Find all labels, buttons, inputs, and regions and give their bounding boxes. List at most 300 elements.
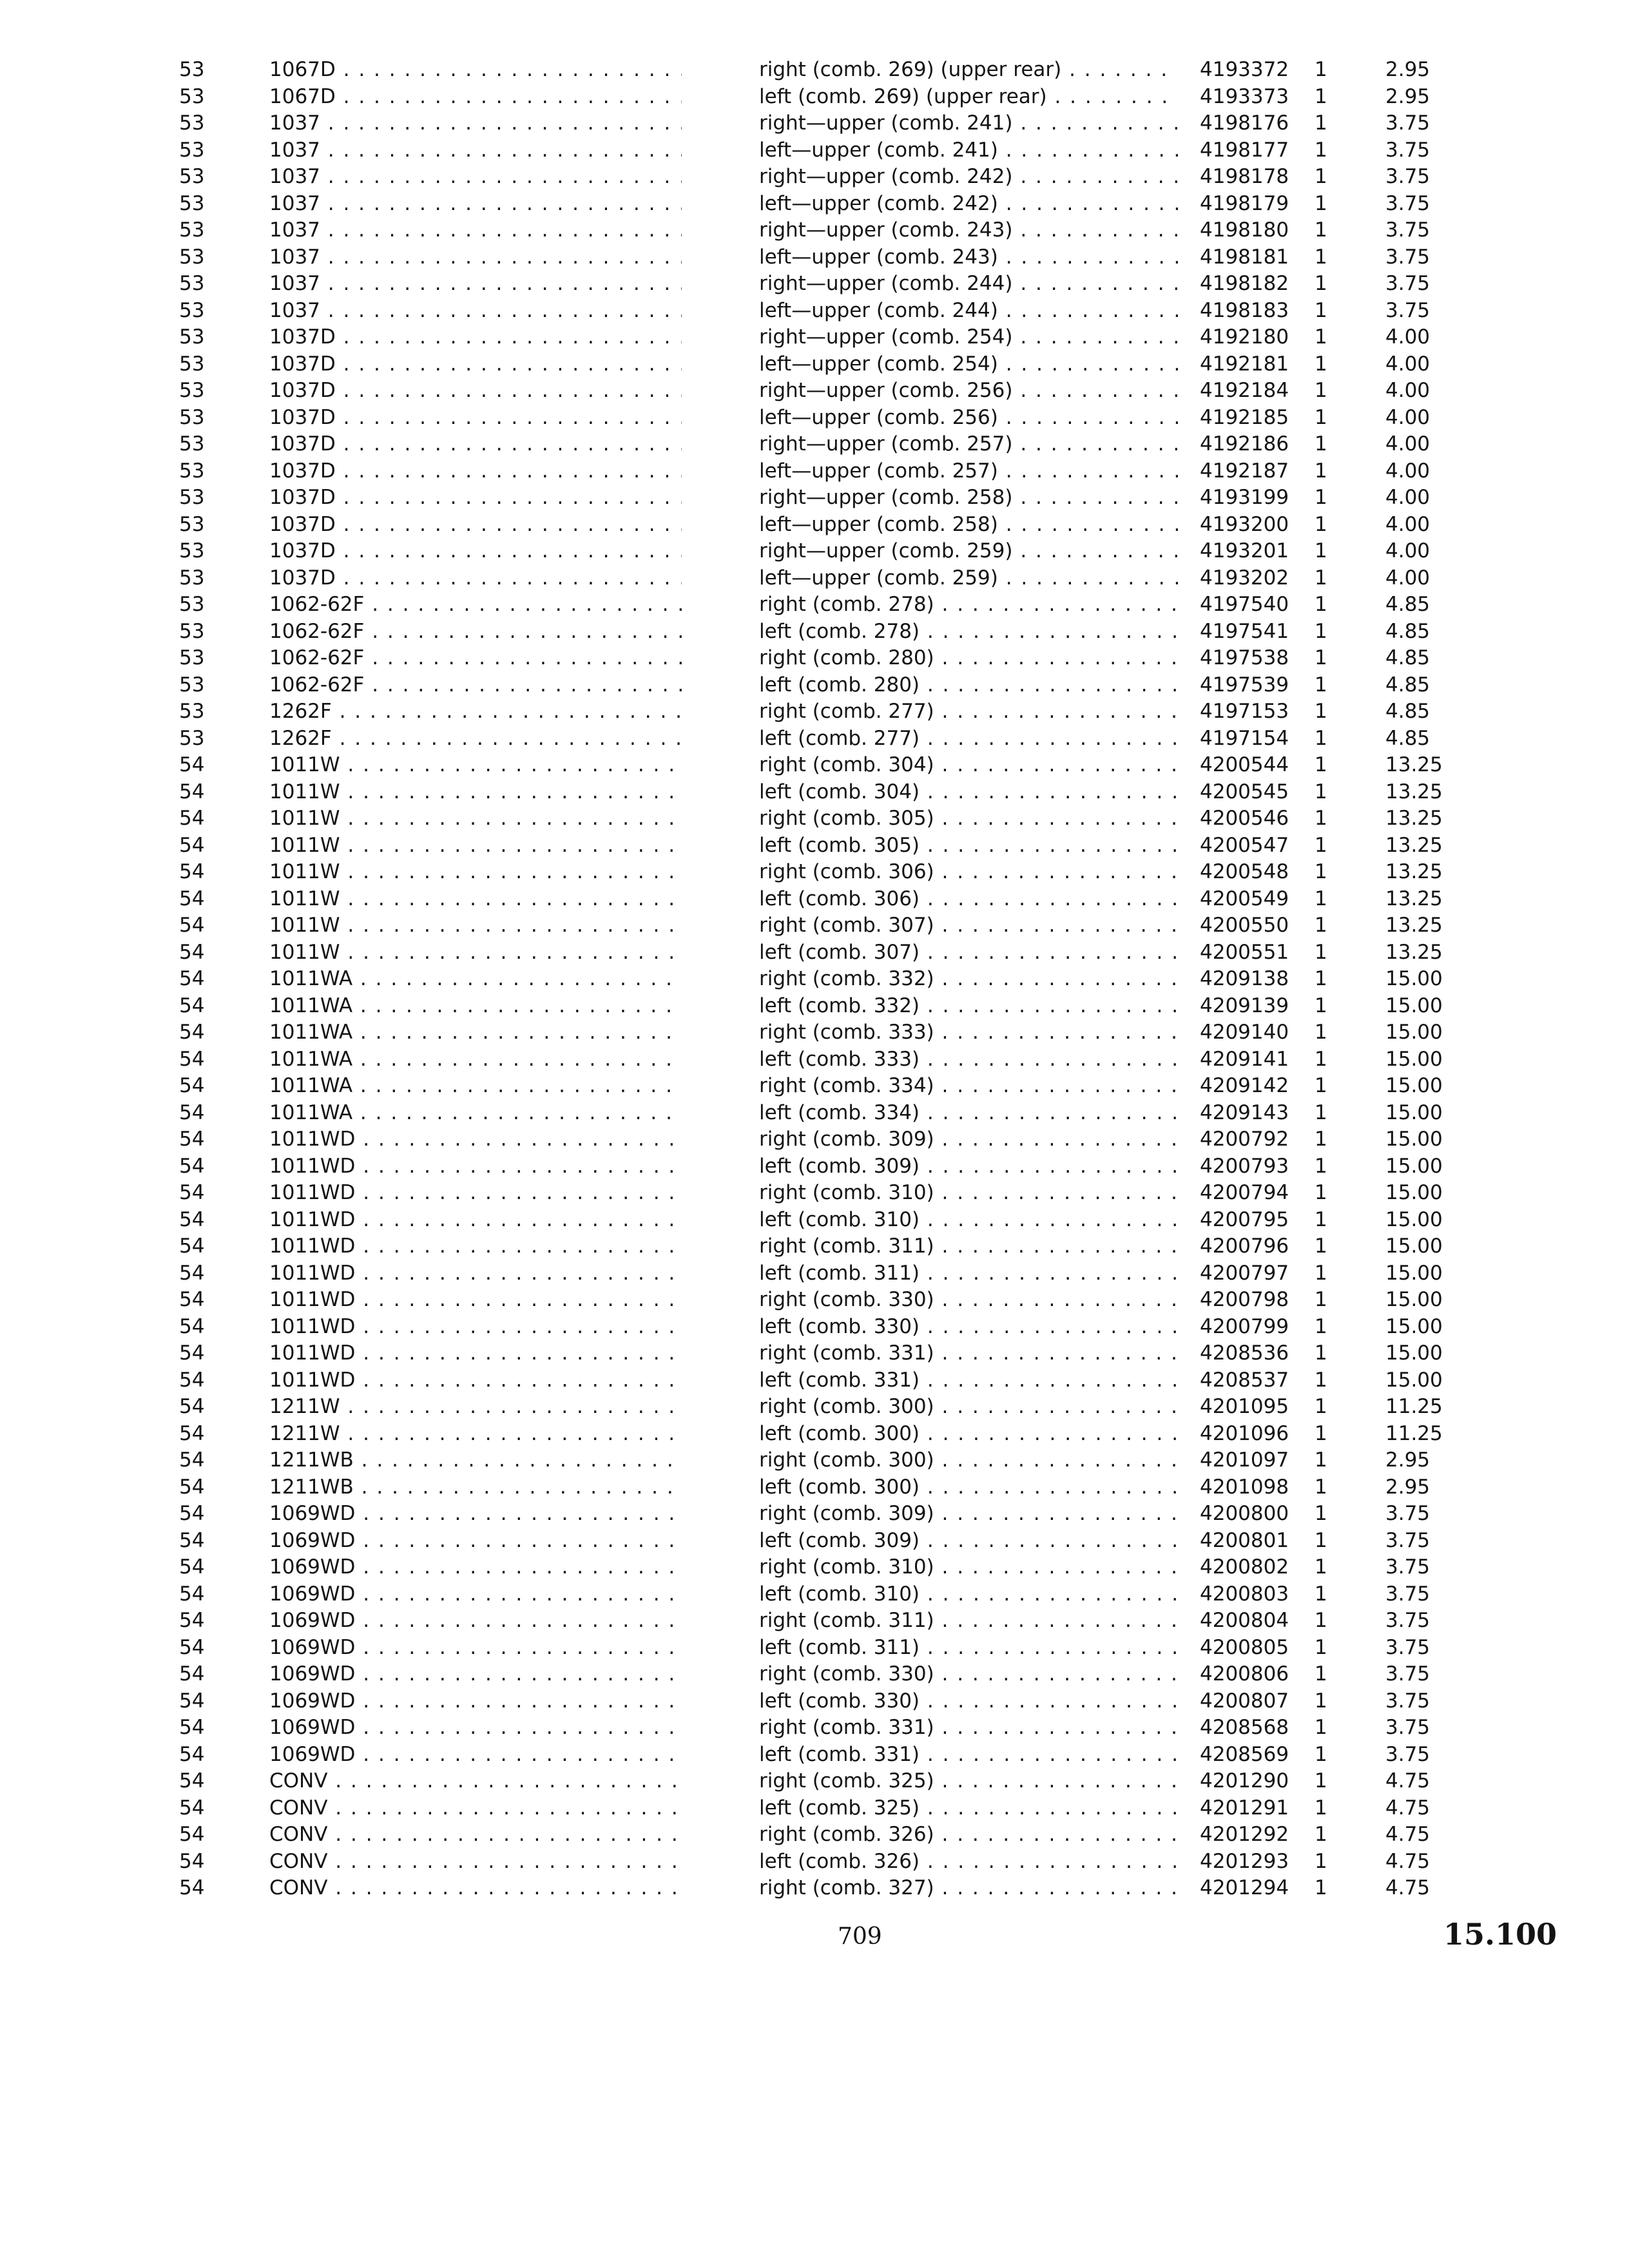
model-number: 1037D . . . bbox=[269, 565, 682, 592]
table-row bbox=[0, 1795, 1629, 1822]
price: 11.25 bbox=[1385, 1421, 1443, 1445]
model-number: 1011WD . . . bbox=[269, 1367, 682, 1394]
model-number: 1011W . . . bbox=[269, 805, 682, 832]
part-description: right (comb. 310) . . . bbox=[759, 1180, 1178, 1207]
part-number: 4201292 bbox=[1200, 1823, 1289, 1846]
part-description: left—upper (comb. 243) . . . bbox=[759, 244, 1178, 271]
quantity: 1 bbox=[1315, 1769, 1327, 1792]
model-number: 1069WD . . . bbox=[269, 1608, 682, 1635]
model-number: 1211W . . . bbox=[269, 1394, 682, 1421]
table-row bbox=[0, 672, 1629, 699]
quantity: 1 bbox=[1315, 245, 1327, 269]
row-number: 54 bbox=[179, 1154, 205, 1178]
row-number: 54 bbox=[179, 1475, 205, 1499]
price: 4.00 bbox=[1385, 486, 1431, 509]
quantity: 1 bbox=[1315, 1662, 1327, 1686]
price: 15.00 bbox=[1385, 1047, 1443, 1071]
row-number: 53 bbox=[179, 539, 205, 562]
row-number: 54 bbox=[179, 1796, 205, 1820]
part-description: left—upper (comb. 244) . . . bbox=[759, 298, 1178, 325]
part-description: left—upper (comb. 241) . . . bbox=[759, 137, 1178, 164]
part-number: 4200548 bbox=[1200, 860, 1289, 883]
quantity: 1 bbox=[1315, 1261, 1327, 1285]
table-row bbox=[0, 1474, 1629, 1501]
part-number: 4197541 bbox=[1200, 619, 1289, 643]
price: 4.00 bbox=[1385, 352, 1431, 376]
table-row bbox=[0, 485, 1629, 512]
quantity: 1 bbox=[1315, 459, 1327, 483]
part-description: right (comb. 311) . . . bbox=[759, 1233, 1178, 1260]
quantity: 1 bbox=[1315, 1582, 1327, 1606]
price: 11.25 bbox=[1385, 1395, 1443, 1418]
part-number: 4200546 bbox=[1200, 807, 1289, 830]
model-number: 1211WB . . . bbox=[269, 1447, 682, 1474]
part-description: left (comb. 311) . . . bbox=[759, 1635, 1178, 1662]
part-number: 4200807 bbox=[1200, 1689, 1289, 1713]
price: 3.75 bbox=[1385, 1635, 1431, 1659]
quantity: 1 bbox=[1315, 405, 1327, 429]
table-row bbox=[0, 512, 1629, 539]
part-number: 4209140 bbox=[1200, 1021, 1289, 1044]
quantity: 1 bbox=[1315, 486, 1327, 509]
part-description: left (comb. 325) . . . bbox=[759, 1795, 1178, 1822]
model-number: 1011WD . . . bbox=[269, 1314, 682, 1341]
row-number: 54 bbox=[179, 1716, 205, 1739]
quantity: 1 bbox=[1315, 807, 1327, 830]
model-number: 1037 . . . bbox=[269, 244, 682, 271]
quantity: 1 bbox=[1315, 191, 1327, 215]
row-number: 54 bbox=[179, 833, 205, 857]
part-description: left—upper (comb. 242) . . . bbox=[759, 191, 1178, 218]
part-number: 4201294 bbox=[1200, 1876, 1289, 1899]
table-row bbox=[0, 752, 1629, 779]
table-row bbox=[0, 1394, 1629, 1421]
part-description: right (comb. 309) . . . bbox=[759, 1501, 1178, 1528]
row-number: 54 bbox=[179, 1395, 205, 1418]
quantity: 1 bbox=[1315, 1341, 1327, 1365]
row-number: 54 bbox=[179, 1128, 205, 1151]
model-number: 1037D . . . bbox=[269, 351, 682, 378]
quantity: 1 bbox=[1315, 1288, 1327, 1311]
table-row bbox=[0, 1046, 1629, 1073]
price: 4.85 bbox=[1385, 593, 1431, 616]
model-number: CONV . . . bbox=[269, 1768, 682, 1795]
part-number: 4192180 bbox=[1200, 325, 1289, 349]
row-number: 54 bbox=[179, 1021, 205, 1044]
part-number: 4201098 bbox=[1200, 1475, 1289, 1499]
table-row bbox=[0, 1233, 1629, 1260]
part-description: left (comb. 331) . . . bbox=[759, 1367, 1178, 1394]
model-number: 1037 . . . bbox=[269, 217, 682, 244]
model-number: 1069WD . . . bbox=[269, 1528, 682, 1555]
price: 3.75 bbox=[1385, 1716, 1431, 1739]
quantity: 1 bbox=[1315, 165, 1327, 188]
row-number: 54 bbox=[179, 994, 205, 1017]
part-number: 4200794 bbox=[1200, 1181, 1289, 1204]
table-row bbox=[0, 1849, 1629, 1876]
price: 3.75 bbox=[1385, 111, 1431, 135]
part-number: 4193372 bbox=[1200, 58, 1289, 81]
model-number: 1011W . . . bbox=[269, 779, 682, 806]
table-row bbox=[0, 405, 1629, 432]
table-row bbox=[0, 1742, 1629, 1769]
quantity: 1 bbox=[1315, 432, 1327, 456]
part-description: right (comb. 311) . . . bbox=[759, 1608, 1178, 1635]
quantity: 1 bbox=[1315, 1796, 1327, 1820]
price: 4.00 bbox=[1385, 405, 1431, 429]
part-number: 4209141 bbox=[1200, 1047, 1289, 1071]
part-number: 4200798 bbox=[1200, 1288, 1289, 1311]
price: 3.75 bbox=[1385, 1689, 1431, 1713]
part-description: left (comb. 310) . . . bbox=[759, 1581, 1178, 1608]
part-description: left—upper (comb. 259) . . . bbox=[759, 565, 1178, 592]
row-number: 53 bbox=[179, 512, 205, 536]
part-description: right (comb. 277) . . . bbox=[759, 698, 1178, 726]
table-row bbox=[0, 217, 1629, 244]
price: 15.00 bbox=[1385, 1100, 1443, 1124]
model-number: 1037D . . . bbox=[269, 512, 682, 539]
model-number: 1011WD . . . bbox=[269, 1207, 682, 1234]
row-number: 54 bbox=[179, 860, 205, 883]
quantity: 1 bbox=[1315, 1368, 1327, 1392]
table-row bbox=[0, 993, 1629, 1020]
quantity: 1 bbox=[1315, 1742, 1327, 1766]
part-number: 4198176 bbox=[1200, 111, 1289, 135]
part-number: 4209142 bbox=[1200, 1074, 1289, 1097]
model-number: 1011WA . . . bbox=[269, 1073, 682, 1100]
model-number: 1037 . . . bbox=[269, 164, 682, 191]
table-row bbox=[0, 1314, 1629, 1341]
model-number: 1069WD . . . bbox=[269, 1554, 682, 1581]
quantity: 1 bbox=[1315, 700, 1327, 723]
part-description: right (comb. 309) . . . bbox=[759, 1126, 1178, 1153]
row-number: 54 bbox=[179, 1635, 205, 1659]
price: 13.25 bbox=[1385, 807, 1443, 830]
row-number: 53 bbox=[179, 191, 205, 215]
model-number: 1011W . . . bbox=[269, 886, 682, 913]
row-number: 53 bbox=[179, 218, 205, 242]
quantity: 1 bbox=[1315, 860, 1327, 883]
price: 15.00 bbox=[1385, 1207, 1443, 1231]
row-number: 54 bbox=[179, 1582, 205, 1606]
row-number: 53 bbox=[179, 486, 205, 509]
part-description: left (comb. 332) . . . bbox=[759, 993, 1178, 1020]
part-description: left (comb. 307) . . . bbox=[759, 939, 1178, 966]
price: 3.75 bbox=[1385, 298, 1431, 322]
part-number: 4200806 bbox=[1200, 1662, 1289, 1686]
table-row bbox=[0, 1367, 1629, 1394]
part-number: 4200802 bbox=[1200, 1555, 1289, 1579]
row-number: 53 bbox=[179, 726, 205, 750]
row-number: 53 bbox=[179, 272, 205, 295]
row-number: 54 bbox=[179, 753, 205, 776]
part-number: 4198177 bbox=[1200, 138, 1289, 162]
quantity: 1 bbox=[1315, 1421, 1327, 1445]
row-number: 53 bbox=[179, 646, 205, 669]
part-description: left—upper (comb. 257) . . . bbox=[759, 458, 1178, 485]
part-number: 4193373 bbox=[1200, 84, 1289, 108]
model-number: CONV . . . bbox=[269, 1849, 682, 1876]
row-number: 53 bbox=[179, 298, 205, 322]
quantity: 1 bbox=[1315, 967, 1327, 990]
quantity: 1 bbox=[1315, 218, 1327, 242]
price: 4.00 bbox=[1385, 512, 1431, 536]
part-description: right (comb. 330) . . . bbox=[759, 1661, 1178, 1688]
quantity: 1 bbox=[1315, 940, 1327, 964]
quantity: 1 bbox=[1315, 539, 1327, 562]
part-description: left (comb. 334) . . . bbox=[759, 1100, 1178, 1127]
quantity: 1 bbox=[1315, 84, 1327, 108]
part-description: right (comb. 334) . . . bbox=[759, 1073, 1178, 1100]
model-number: 1011WD . . . bbox=[269, 1260, 682, 1287]
model-number: 1211W . . . bbox=[269, 1421, 682, 1448]
price: 4.75 bbox=[1385, 1849, 1431, 1873]
table-row bbox=[0, 1528, 1629, 1555]
price: 3.75 bbox=[1385, 1609, 1431, 1632]
price: 4.00 bbox=[1385, 566, 1431, 590]
row-number: 54 bbox=[179, 914, 205, 937]
part-description: right (comb. 280) . . . bbox=[759, 645, 1178, 672]
table-row bbox=[0, 431, 1629, 458]
part-number: 4193201 bbox=[1200, 539, 1289, 562]
table-row bbox=[0, 1073, 1629, 1100]
part-number: 4198178 bbox=[1200, 165, 1289, 188]
part-description: right (comb. 330) . . . bbox=[759, 1287, 1178, 1314]
model-number: 1037 . . . bbox=[269, 298, 682, 325]
price: 15.00 bbox=[1385, 1021, 1443, 1044]
table-row bbox=[0, 137, 1629, 164]
model-number: 1011W . . . bbox=[269, 939, 682, 966]
model-number: 1011WD . . . bbox=[269, 1153, 682, 1180]
price: 3.75 bbox=[1385, 245, 1431, 269]
quantity: 1 bbox=[1315, 1128, 1327, 1151]
row-number: 54 bbox=[179, 1742, 205, 1766]
model-number: 1262F . . . bbox=[269, 726, 682, 753]
model-number: 1037D . . . bbox=[269, 324, 682, 351]
part-number: 4200803 bbox=[1200, 1582, 1289, 1606]
model-number: 1069WD . . . bbox=[269, 1715, 682, 1742]
part-description: right (comb. 332) . . . bbox=[759, 966, 1178, 993]
price: 4.75 bbox=[1385, 1876, 1431, 1899]
part-description: left (comb. 310) . . . bbox=[759, 1207, 1178, 1234]
part-number: 4193202 bbox=[1200, 566, 1289, 590]
part-description: left (comb. 305) . . . bbox=[759, 832, 1178, 860]
quantity: 1 bbox=[1315, 1047, 1327, 1071]
row-number: 53 bbox=[179, 111, 205, 135]
page-number: 709 bbox=[838, 1923, 882, 1950]
quantity: 1 bbox=[1315, 833, 1327, 857]
model-number: 1211WB . . . bbox=[269, 1474, 682, 1501]
price: 3.75 bbox=[1385, 1528, 1431, 1552]
model-number: 1067D . . . bbox=[269, 84, 682, 111]
part-number: 4200801 bbox=[1200, 1528, 1289, 1552]
part-number: 4200550 bbox=[1200, 914, 1289, 937]
price: 15.00 bbox=[1385, 1341, 1443, 1365]
model-number: 1037D . . . bbox=[269, 378, 682, 405]
price: 4.00 bbox=[1385, 379, 1431, 402]
price: 15.00 bbox=[1385, 1288, 1443, 1311]
row-number: 54 bbox=[179, 1288, 205, 1311]
model-number: 1069WD . . . bbox=[269, 1581, 682, 1608]
quantity: 1 bbox=[1315, 1207, 1327, 1231]
row-number: 53 bbox=[179, 84, 205, 108]
quantity: 1 bbox=[1315, 1849, 1327, 1873]
price: 13.25 bbox=[1385, 914, 1443, 937]
part-number: 4200793 bbox=[1200, 1154, 1289, 1178]
row-number: 54 bbox=[179, 1689, 205, 1713]
quantity: 1 bbox=[1315, 1181, 1327, 1204]
part-description: left (comb. 311) . . . bbox=[759, 1260, 1178, 1287]
row-number: 54 bbox=[179, 1555, 205, 1579]
part-number: 4193200 bbox=[1200, 512, 1289, 536]
row-number: 53 bbox=[179, 673, 205, 697]
quantity: 1 bbox=[1315, 325, 1327, 349]
price: 13.25 bbox=[1385, 887, 1443, 910]
model-number: 1011WD . . . bbox=[269, 1180, 682, 1207]
part-number: 4200551 bbox=[1200, 940, 1289, 964]
row-number: 54 bbox=[179, 1235, 205, 1258]
price: 3.75 bbox=[1385, 1662, 1431, 1686]
table-row bbox=[0, 939, 1629, 966]
model-number: 1011WD . . . bbox=[269, 1287, 682, 1314]
table-row bbox=[0, 1153, 1629, 1180]
model-number: 1062-62F . . . bbox=[269, 645, 682, 672]
table-row bbox=[0, 832, 1629, 860]
quantity: 1 bbox=[1315, 673, 1327, 697]
quantity: 1 bbox=[1315, 1635, 1327, 1659]
part-description: left (comb. 306) . . . bbox=[759, 886, 1178, 913]
part-number: 4192187 bbox=[1200, 459, 1289, 483]
model-number: 1062-62F . . . bbox=[269, 619, 682, 646]
row-number: 54 bbox=[179, 1314, 205, 1338]
price: 13.25 bbox=[1385, 833, 1443, 857]
table-row bbox=[0, 244, 1629, 271]
part-number: 4200796 bbox=[1200, 1235, 1289, 1258]
quantity: 1 bbox=[1315, 1555, 1327, 1579]
part-description: left (comb. 280) . . . bbox=[759, 672, 1178, 699]
price: 13.25 bbox=[1385, 860, 1443, 883]
part-number: 4200792 bbox=[1200, 1128, 1289, 1151]
quantity: 1 bbox=[1315, 272, 1327, 295]
price: 4.00 bbox=[1385, 432, 1431, 456]
price: 15.00 bbox=[1385, 967, 1443, 990]
price: 3.75 bbox=[1385, 272, 1431, 295]
part-description: left (comb. 304) . . . bbox=[759, 779, 1178, 806]
part-number: 4201096 bbox=[1200, 1421, 1289, 1445]
table-row bbox=[0, 645, 1629, 672]
model-number: 1011W . . . bbox=[269, 859, 682, 886]
row-number: 54 bbox=[179, 967, 205, 990]
table-row bbox=[0, 1875, 1629, 1902]
quantity: 1 bbox=[1315, 593, 1327, 616]
table-row bbox=[0, 1661, 1629, 1688]
part-number: 4198181 bbox=[1200, 245, 1289, 269]
row-number: 54 bbox=[179, 1207, 205, 1231]
model-number: 1037D . . . bbox=[269, 538, 682, 565]
model-number: 1037 . . . bbox=[269, 191, 682, 218]
quantity: 1 bbox=[1315, 780, 1327, 803]
part-description: left (comb. 269) (upper rear) . . . bbox=[759, 84, 1178, 111]
row-number: 54 bbox=[179, 887, 205, 910]
part-number: 4192184 bbox=[1200, 379, 1289, 402]
model-number: 1037D . . . bbox=[269, 431, 682, 458]
table-row bbox=[0, 1207, 1629, 1234]
part-description: right (comb. 310) . . . bbox=[759, 1554, 1178, 1581]
quantity: 1 bbox=[1315, 1689, 1327, 1713]
quantity: 1 bbox=[1315, 1235, 1327, 1258]
price: 4.00 bbox=[1385, 459, 1431, 483]
parts-list bbox=[0, 57, 1629, 1902]
table-row bbox=[0, 912, 1629, 939]
quantity: 1 bbox=[1315, 1502, 1327, 1525]
part-description: right—upper (comb. 244) . . . bbox=[759, 271, 1178, 298]
price: 2.95 bbox=[1385, 84, 1431, 108]
row-number: 54 bbox=[179, 940, 205, 964]
table-row bbox=[0, 1287, 1629, 1314]
row-number: 54 bbox=[179, 807, 205, 830]
table-row bbox=[0, 1608, 1629, 1635]
part-description: right (comb. 326) . . . bbox=[759, 1821, 1178, 1849]
part-number: 4197540 bbox=[1200, 593, 1289, 616]
quantity: 1 bbox=[1315, 111, 1327, 135]
part-description: left (comb. 300) . . . bbox=[759, 1421, 1178, 1448]
table-row bbox=[0, 1715, 1629, 1742]
row-number: 53 bbox=[179, 700, 205, 723]
part-number: 4198179 bbox=[1200, 191, 1289, 215]
row-number: 54 bbox=[179, 1341, 205, 1365]
row-number: 53 bbox=[179, 459, 205, 483]
part-number: 4200547 bbox=[1200, 833, 1289, 857]
row-number: 54 bbox=[179, 1662, 205, 1686]
model-number: 1069WD . . . bbox=[269, 1635, 682, 1662]
part-description: right (comb. 331) . . . bbox=[759, 1715, 1178, 1742]
table-row bbox=[0, 110, 1629, 137]
part-description: right (comb. 306) . . . bbox=[759, 859, 1178, 886]
quantity: 1 bbox=[1315, 298, 1327, 322]
quantity: 1 bbox=[1315, 1528, 1327, 1552]
model-number: 1011WA . . . bbox=[269, 966, 682, 993]
model-number: 1011WA . . . bbox=[269, 1100, 682, 1127]
quantity: 1 bbox=[1315, 1716, 1327, 1739]
table-row bbox=[0, 591, 1629, 619]
part-description: right (comb. 307) . . . bbox=[759, 912, 1178, 939]
model-number: 1011W . . . bbox=[269, 912, 682, 939]
price: 13.25 bbox=[1385, 940, 1443, 964]
price: 4.00 bbox=[1385, 539, 1431, 562]
table-row bbox=[0, 1501, 1629, 1528]
quantity: 1 bbox=[1315, 1314, 1327, 1338]
model-number: 1062-62F . . . bbox=[269, 591, 682, 619]
part-number: 4192185 bbox=[1200, 405, 1289, 429]
part-description: left (comb. 309) . . . bbox=[759, 1528, 1178, 1555]
table-row bbox=[0, 298, 1629, 325]
row-number: 53 bbox=[179, 566, 205, 590]
part-number: 4200795 bbox=[1200, 1207, 1289, 1231]
quantity: 1 bbox=[1315, 1609, 1327, 1632]
part-description: left (comb. 309) . . . bbox=[759, 1153, 1178, 1180]
table-row bbox=[0, 726, 1629, 753]
table-row bbox=[0, 1340, 1629, 1367]
table-row bbox=[0, 458, 1629, 485]
part-number: 4198182 bbox=[1200, 272, 1289, 295]
table-row bbox=[0, 164, 1629, 191]
price: 15.00 bbox=[1385, 1154, 1443, 1178]
part-number: 4208568 bbox=[1200, 1716, 1289, 1739]
model-number: 1069WD . . . bbox=[269, 1501, 682, 1528]
part-description: right—upper (comb. 241) . . . bbox=[759, 110, 1178, 137]
model-number: 1037D . . . bbox=[269, 405, 682, 432]
quantity: 1 bbox=[1315, 887, 1327, 910]
